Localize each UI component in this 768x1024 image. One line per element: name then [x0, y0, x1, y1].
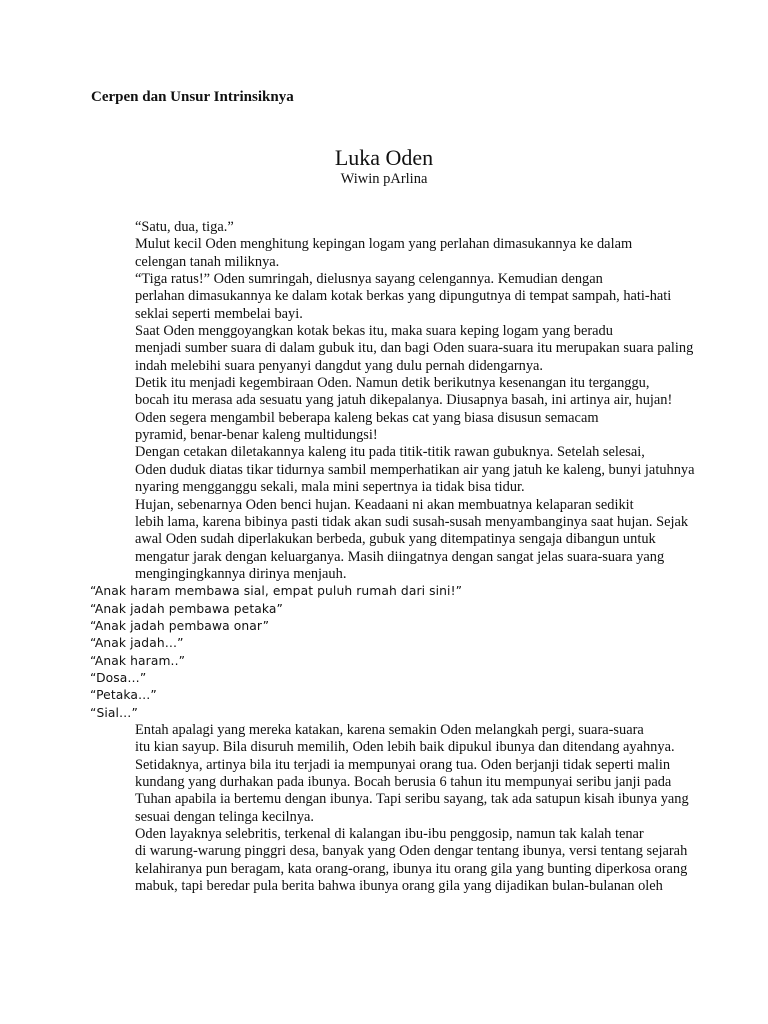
text-line: lebih lama, karena bibinya pasti tidak akan sudi susah-susah menyambanginya saat hujan. Sejak	[135, 513, 689, 530]
text-line: “Anak jadah pembawa petaka”	[90, 601, 283, 616]
text-line: sesuai dengan telinga kecilnya.	[135, 808, 315, 825]
paragraph	[90, 375, 680, 410]
text-line: “Dosa…”	[90, 670, 147, 685]
paragraph	[90, 219, 680, 236]
text-line: Tuhan apabila ia bertemu dengan ibunya. Tapi seribu sayang, tak ada satupun kisah ibunya yang	[135, 791, 689, 808]
text-line: “Satu, dua, tiga.”	[135, 219, 234, 235]
text-line: celengan tanah miliknya.	[135, 253, 280, 270]
text-line: Oden segera mengambil beberapa kaleng bekas cat yang biasa disusun semacam	[135, 409, 599, 426]
text-line: di warung-warung pinggri desa, banyak yang Oden dengar tentang ibunya, versi tentang sejarah	[135, 843, 688, 860]
text-line: pyramid, benar-benar kaleng multidungsi!	[135, 427, 378, 444]
story-title: Luka Oden	[334, 145, 434, 170]
text-line: “Anak jadah pembawa onar”	[90, 618, 270, 633]
text-line: perlahan dimasukannya ke dalam kotak berkas yang dipungutnya di tempat sampah, hati-hati	[135, 288, 672, 305]
dialog-line	[90, 618, 680, 635]
text-line: Saat Oden menggoyangkan kotak bekas itu, maka suara keping logam yang beradu	[135, 323, 613, 340]
dialog-line	[90, 687, 680, 704]
text-line: Entah apalagi yang mereka katakan, karena semakin Oden melangkah pergi, suara-suara	[135, 721, 644, 738]
dialog-line	[90, 670, 680, 687]
dialog-line	[90, 705, 680, 722]
text-line: indah melebihi suara penyanyi dangdut yang dulu pernah didengarnya.	[135, 357, 544, 374]
text-line: seklai seperti membelai bayi.	[135, 305, 303, 322]
paragraph	[90, 444, 695, 496]
text-line: kundang yang durhakan pada ibunya. Bocah berusia 6 tahun itu mempunyai seribu janji pada	[135, 774, 672, 790]
document-heading: Cerpen dan Unsur Intrinsiknya	[91, 89, 294, 105]
text-line: Hujan, sebenarnya Oden benci hujan. Keadaani ni akan membuatnya kelaparan sedikit	[135, 496, 634, 513]
text-line: mengingingkannya dirinya menjauh.	[135, 565, 347, 582]
text-line: “Anak haram..”	[90, 653, 186, 668]
paragraph	[90, 236, 680, 271]
text-line: kelahiranya pun beragam, kata orang-orang, ibunya itu orang gila yang bunting diperkosa orang	[135, 860, 688, 877]
text-line: “Anak jadah…”	[90, 636, 184, 651]
paragraph	[90, 271, 680, 323]
text-line: Setidaknya, artinya bila itu terjadi ia mempunyai orang tua. Oden berjanji tidak seperti malin	[135, 756, 671, 773]
dialog-line	[90, 653, 680, 670]
paragraph	[90, 826, 688, 895]
story-author: Wiwin pArlina	[340, 171, 428, 187]
text-line: awal Oden sudah diperlakukan berbeda, gubuk yang ditempatinya sengaja dibangun untuk	[135, 531, 656, 548]
text-line: Mulut kecil Oden menghitung kepingan logam yang perlahan dimasukannya ke dalam	[135, 236, 633, 253]
text-line: nyaring mengganggu sekali, mala mini sepertnya ia tidak bisa tidur.	[135, 479, 525, 496]
paragraph	[90, 721, 689, 826]
dialog-line	[90, 635, 680, 652]
paragraph	[90, 323, 694, 375]
text-line: Detik itu menjadi kegembiraan Oden. Namun detik berikutnya kesenangan itu terganggu,	[135, 375, 650, 392]
text-line: mabuk, tapi beredar pula berita bahwa ibunya orang gila yang dijadikan bulan-bulanan oleh	[135, 878, 663, 895]
text-line: Oden layaknya selebritis, terkenal di kalangan ibu-ibu penggosip, namun tak kalah tenar	[135, 826, 644, 843]
text-line: mengatur jarak dengan keluarganya. Masih diingatnya dengan sangat jelas suara-suara yang	[135, 548, 665, 565]
paragraph	[90, 410, 680, 445]
text-line: Oden duduk diatas tikar tidurnya sambil memperhatikan air yang jatuh ke kaleng, bunyi jatuhnya	[135, 461, 695, 478]
text-line: “Tiga ratus!” Oden sumringah, dielusnya sayang celengannya. Kemudian dengan	[135, 271, 603, 288]
text-line: “Sial…”	[90, 705, 138, 720]
dialog-line	[90, 583, 680, 600]
text-line: itu kian sayup. Bila disuruh memilih, Oden lebih baik dipukul ibunya dan ditendang ayahnya.	[135, 739, 675, 756]
text-line: Dengan cetakan diletakannya kaleng itu pada titik-titik rawan gubuknya. Setelah selesai,	[135, 444, 645, 461]
text-line: menjadi sumber suara di dalam gubuk itu, dan bagi Oden suara-suara itu merupakan suara paling	[135, 340, 694, 357]
story-body	[90, 219, 695, 895]
text-line: “Anak haram membawa sial, empat puluh rumah dari sini!”	[90, 584, 463, 599]
dialog-line	[90, 601, 680, 618]
text-line: “Petaka…”	[90, 688, 157, 703]
text-line: bocah itu merasa ada sesuatu yang jatuh dikepalanya. Diusapnya basah, ini artinya air, hujan!	[135, 392, 673, 409]
paragraph	[90, 496, 689, 584]
